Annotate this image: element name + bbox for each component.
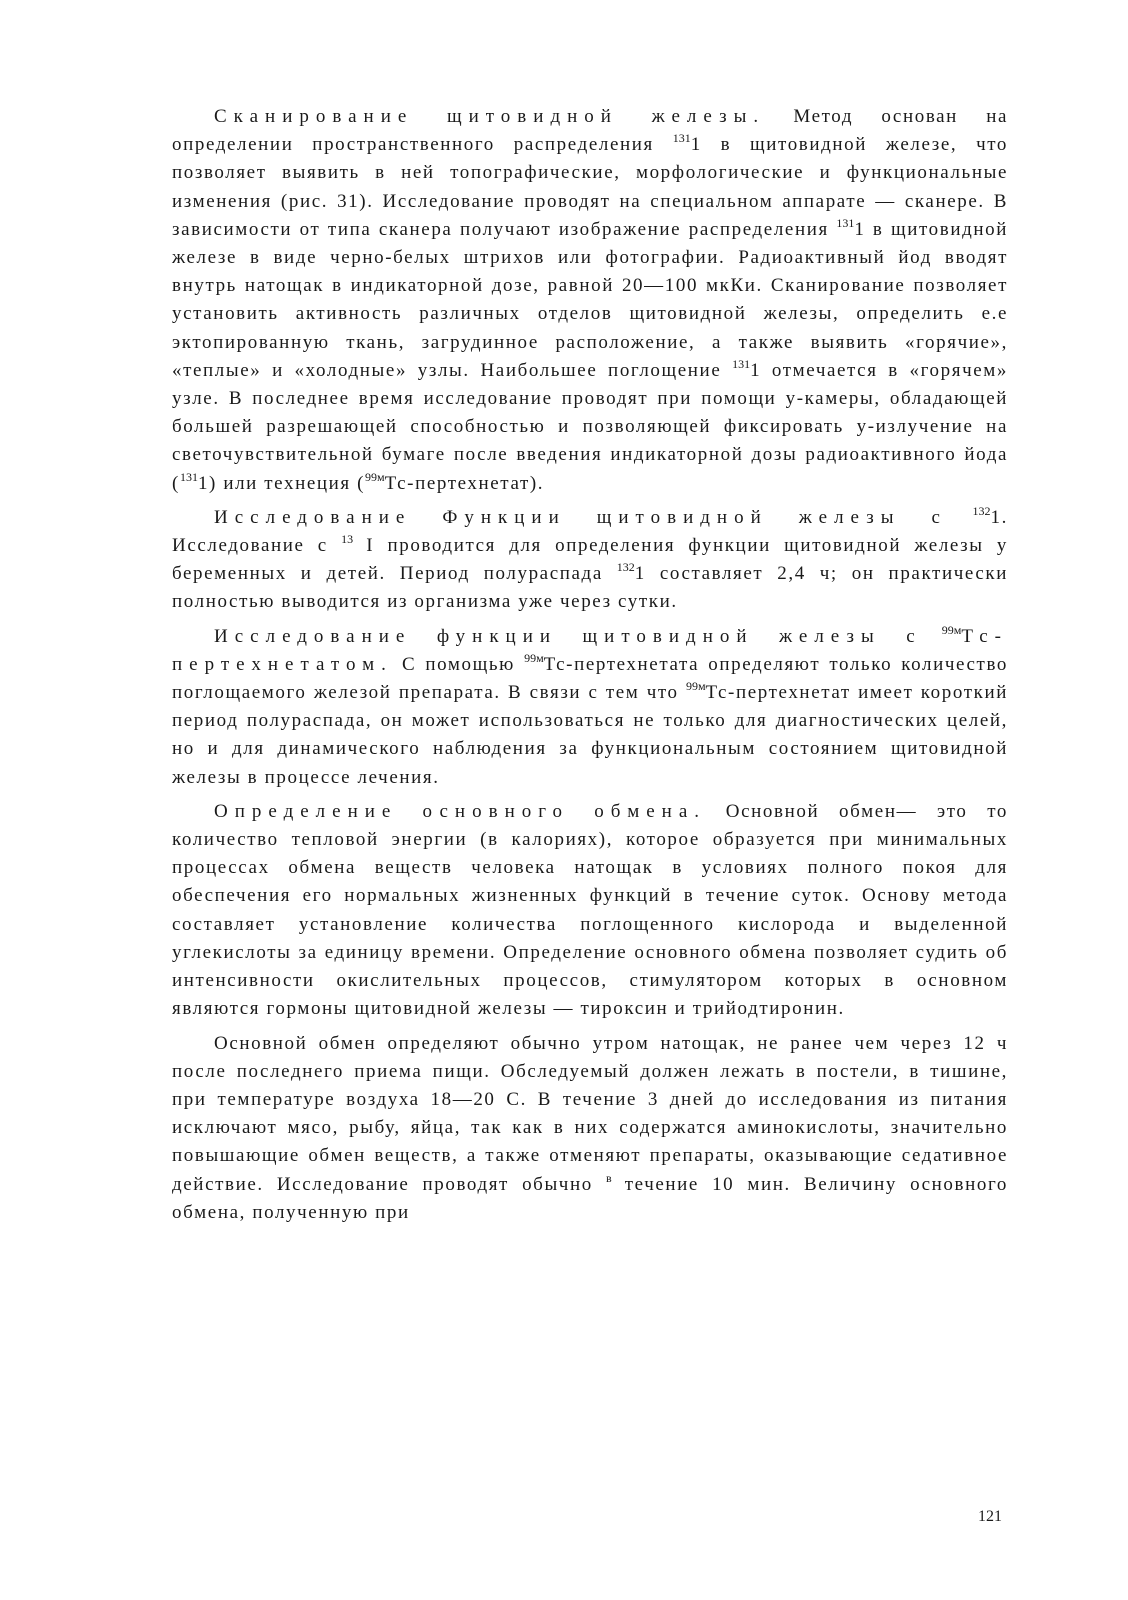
paragraph-thyroid-function-tc — [172, 623, 1008, 792]
text-segment: 1 в щитовидной железе, что позволяет выявить в ней топографические, морфологические и функциональные изменения (рис. 31). Исследование проводят на специальном аппарате — сканере. В зависимости от типа сканера получают изображение распределения — [172, 134, 1008, 240]
paragraph-basal-metabolism-procedure — [172, 1030, 1008, 1227]
text-segment: 1. Исследование с — [172, 506, 1008, 557]
text-segment: течение 10 мин. Величину основного обмена, полученную при — [172, 1173, 1008, 1223]
text-segment: Тс-пертехнетат имеет короткий период полураспада, он может использоваться не только для диагностических целей, но и для динамического наблюдения за функциональным состоянием щитовидной железы в процессе лечения. — [172, 682, 1008, 788]
isotope-superscript: 132 — [616, 560, 635, 575]
text-segment: Основной обмен определяют обычно утром натощак, не ранее чем через 12 ч после последнего приема пищи. Обследуемый должен лежать в постели, в тишине, при температуре воздуха 18—20 С. В течение 3 дней до исследования из питания исключают мясо, рыбу, яйца, так как в них содержатся аминокислоты, значительно повышающие обмен веществ, а также отменяют препараты, оказывающие седативное действие. Исследование проводят обычно — [172, 1032, 1008, 1195]
body-text — [172, 103, 1008, 1233]
page-number: 121 — [978, 1508, 1002, 1525]
text-segment: С помощью — [392, 653, 525, 675]
text-segment: Метод основан на определении пространственного распределения — [172, 106, 1008, 156]
isotope-superscript: 131 — [179, 469, 198, 484]
text-segment: Тс-пертехнетат). — [384, 472, 545, 494]
text-segment: 1) или технеция ( — [197, 472, 366, 494]
text-segment-spaced: Тс-пертехнетатом. — [172, 625, 1008, 675]
isotope-superscript: 99м — [524, 650, 544, 665]
paragraph-heading: Исследование функции щитовидной железы с — [214, 625, 922, 647]
text-segment: I проводится для определения функции щитовидной железы у беременных и детей. Период полураспада — [172, 535, 1008, 585]
paragraph-heading: Определение основного обмена. — [214, 800, 707, 822]
paragraph-thyroid-function-132i — [172, 504, 1008, 617]
isotope-superscript: 131 — [836, 215, 855, 230]
isotope-superscript: 99м — [685, 679, 706, 694]
text-segment: Основной обмен— это то количество тепловой энергии (в калориях), которое образуется при минимальных процессах обмена веществ человека натощак в условиях полного покоя для обеспечения его нормальных жизненных функций в течение суток. Основу метода составляет установление количества поглощенного кислорода и выделенной углекислоты за единицу времени. Определение основного обмена позволяет судить об интенсивности окислительных процессов, стимулятором которых в основном являются гормоны щитовидной железы — тироксин и трийодтиронин. — [172, 800, 1009, 1020]
superscript-letter: в — [605, 1170, 612, 1185]
isotope-superscript: 99м — [365, 469, 385, 484]
isotope-superscript: 131 — [672, 131, 691, 146]
text-segment: Тс-пертехнетата определяют только количество поглощаемого железой препарата. В связи с тем что — [172, 653, 1008, 704]
isotope-superscript: 132 — [972, 503, 991, 518]
text-segment — [947, 507, 973, 528]
text-segment: 1 отмечается в «горячем» узле. В последнее время исследование проводят при помощи у-камеры, обладающей большей разрешающей способностью и позволяющей фиксировать у-излучение на светочувствительной бумаге после введения индикаторной дозы радиоактивного йода ( — [172, 359, 1008, 494]
isotope-superscript: 99м — [941, 622, 962, 637]
text-segment: 1 в щитовидной железе в виде черно-белых штрихов или фотографии. Радиоактивный йод вводят внутрь натощак в индикаторной дозе, равной 20—100 мкКи. Сканирование позволяет установить активность различных отделов щитовидной железы, определить е.е эктопированную ткань, загрудинное расположение, а также выявить «горячие», «теплые» и «холодные» узлы. Наибольшее поглощение — [172, 218, 1008, 381]
paragraph-basal-metabolism — [172, 798, 1008, 1024]
isotope-superscript: 131 — [732, 356, 751, 371]
text-segment: 1 составляет 2,4 ч; он практически полностью выводится из организма уже через сутки. — [172, 563, 1008, 613]
paragraph-thyroid-scanning — [172, 103, 1008, 498]
isotope-superscript: 13 — [341, 532, 354, 547]
paragraph-heading: Сканирование щитовидной железы. — [214, 106, 766, 127]
text-segment — [922, 626, 942, 647]
paragraph-heading: Исследование Функции щитовидной железы с — [214, 506, 947, 528]
